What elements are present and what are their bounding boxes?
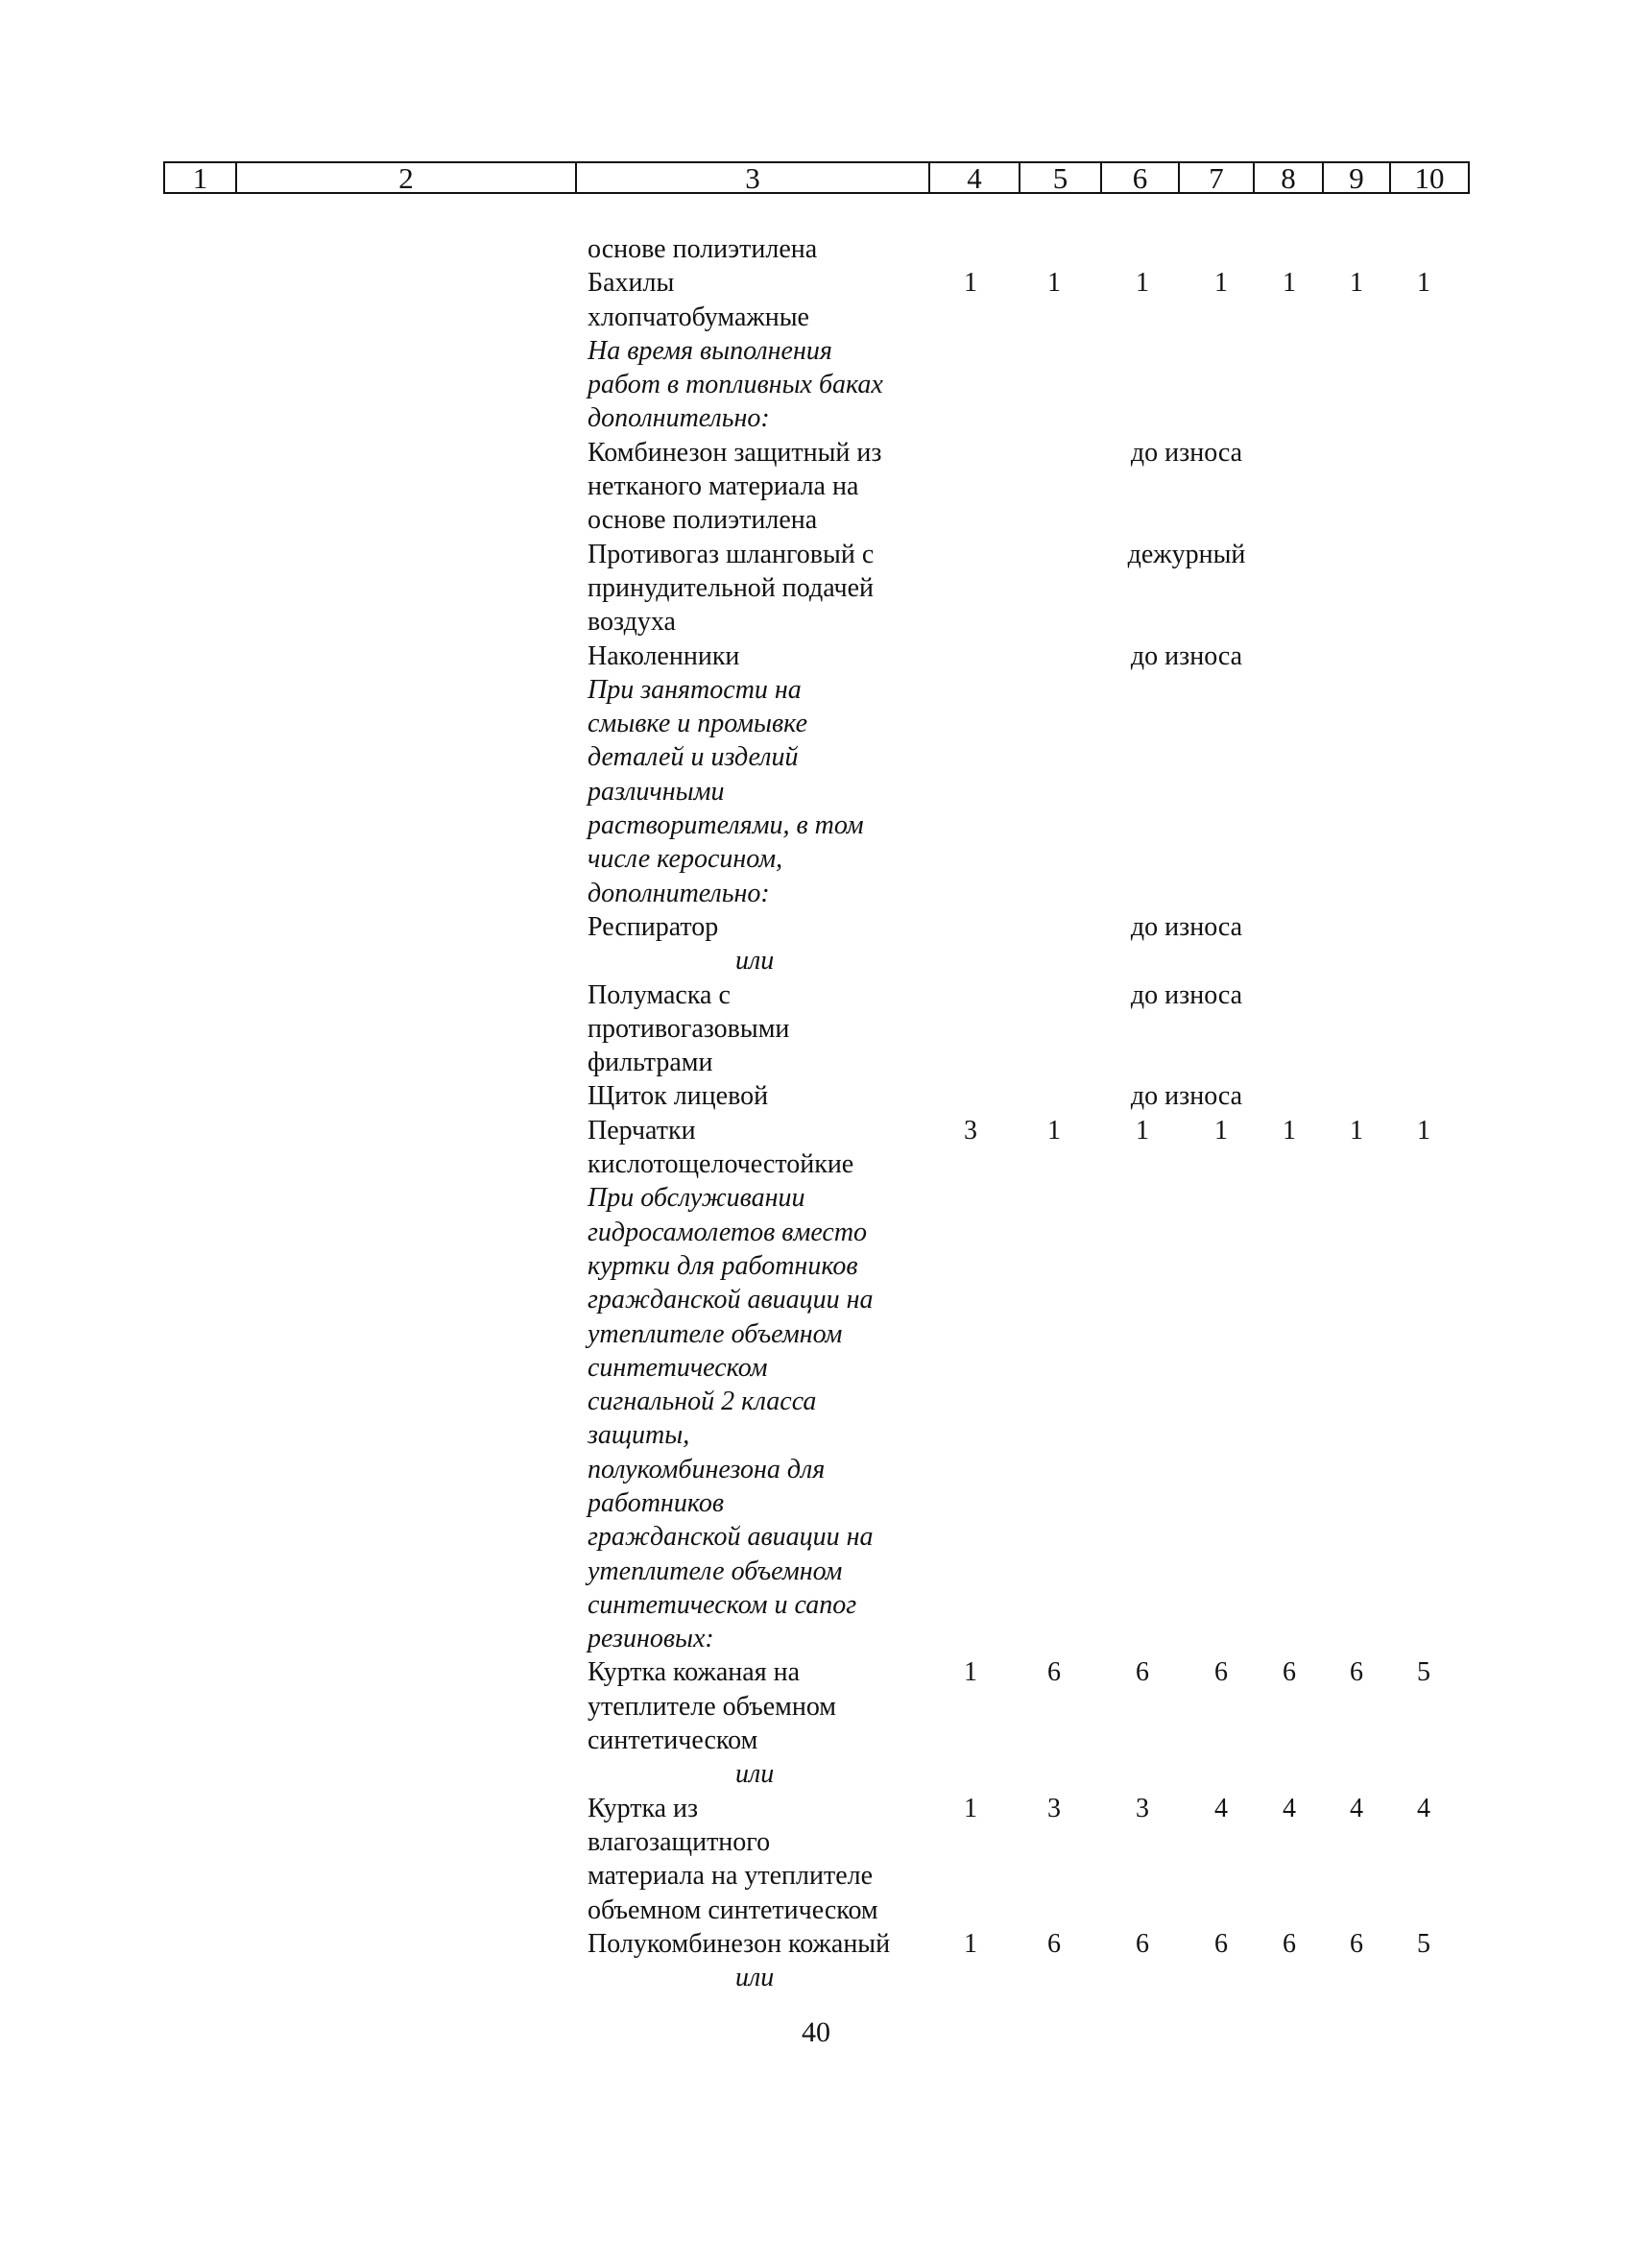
quantity-col-7: 1 [1214,1115,1228,1146]
item-text: дополнительно: [588,878,770,908]
quantity-col-8: 1 [1283,1115,1296,1146]
or-separator: или [735,1963,775,1993]
table-row [0,1690,1632,1724]
item-text: деталей и изделий [588,742,799,773]
table-row [0,368,1632,401]
header-cell-4: 4 [928,163,1019,192]
item-text: основе полиэтилена [588,234,818,264]
table-row [0,1181,1632,1215]
header-cell-8: 8 [1253,163,1322,192]
table-row [0,266,1632,300]
table-row [0,808,1632,842]
quantity-col-9: 6 [1350,1657,1363,1688]
quantity-col-10: 5 [1417,1928,1430,1959]
table-row [0,1418,1632,1452]
usage-term-note: до износа [1130,911,1243,942]
header-cell-9: 9 [1322,163,1389,192]
quantity-col-4: 1 [964,1657,977,1688]
quantity-col-8: 4 [1283,1793,1296,1823]
item-text: Респиратор [588,911,719,942]
item-text: фильтрами [588,1048,713,1078]
table-row [0,877,1632,910]
item-text: работ в топливных баках [588,370,883,400]
table-row [0,1249,1632,1283]
table-row [0,1216,1632,1249]
item-text: сигнальной 2 класса [588,1387,817,1417]
table-row [0,740,1632,774]
table-row [0,1961,1632,1994]
table-row [0,1453,1632,1486]
quantity-col-9: 1 [1350,1115,1363,1146]
item-text: Перчатки [588,1115,696,1146]
table-row [0,1655,1632,1689]
table-row [0,1927,1632,1961]
usage-term-note: до износа [1130,1081,1243,1112]
item-text: принудительной подачей [588,572,875,603]
item-text: различными [588,776,725,807]
table-row [0,1283,1632,1316]
item-text: Бахилы [588,268,675,299]
table-row [0,436,1632,470]
item-text: Куртка из [588,1793,699,1823]
item-text: Противогаз шланговый с [588,539,875,569]
header-cell-5: 5 [1019,163,1100,192]
table-row [0,1486,1632,1520]
table-row [0,842,1632,876]
table-row [0,673,1632,707]
quantity-col-10: 1 [1417,1115,1430,1146]
item-text: гидросамолетов вместо [588,1217,868,1247]
table-row [0,1588,1632,1622]
quantity-col-7: 6 [1214,1657,1228,1688]
item-text: материала на утеплителе [588,1861,874,1892]
table-row [0,1351,1632,1385]
item-text: нетканого материала на [588,471,859,502]
item-text: утеплителе объемном [588,1691,837,1722]
usage-term-note: до износа [1130,437,1243,468]
table-row [0,1757,1632,1791]
table-row [0,910,1632,944]
item-text: Полумаска с [588,979,731,1010]
item-text: Куртка кожаная на [588,1657,801,1688]
item-text: работников [588,1487,725,1518]
table-row [0,639,1632,673]
item-text: Комбинезон защитный из [588,437,882,468]
table-row [0,1859,1632,1893]
table-row [0,1555,1632,1588]
usage-term-note: до износа [1130,979,1243,1010]
table-row [0,1114,1632,1147]
quantity-col-5: 6 [1047,1657,1061,1688]
table-row [0,978,1632,1012]
table-row [0,334,1632,368]
item-text: утеплителе объемном [588,1318,843,1349]
table-row [0,401,1632,435]
item-text: защиты, [588,1420,690,1451]
quantity-col-7: 6 [1214,1928,1228,1959]
item-text: полукомбинезона для [588,1454,826,1484]
item-text: При занятости на [588,674,802,705]
item-text: На время выполнения [588,335,832,366]
table-row [0,1825,1632,1859]
quantity-col-7: 4 [1214,1793,1228,1823]
table-row [0,1894,1632,1927]
quantity-col-8: 6 [1283,1657,1296,1688]
header-cell-6: 6 [1100,163,1178,192]
table-row [0,1012,1632,1046]
table-row [0,605,1632,639]
table-row [0,1147,1632,1181]
item-text: влагозащитного [588,1826,771,1857]
item-text: хлопчатобумажные [588,302,809,332]
quantity-col-9: 1 [1350,268,1363,299]
item-text: дополнительно: [588,403,770,434]
quantity-col-8: 1 [1283,268,1296,299]
quantity-col-6: 3 [1136,1793,1149,1823]
table-row [0,1046,1632,1079]
item-text: Полукомбинезон кожаный [588,1928,891,1959]
quantity-col-10: 1 [1417,268,1430,299]
quantity-col-6: 1 [1136,1115,1149,1146]
quantity-col-6: 6 [1136,1928,1149,1959]
quantity-col-5: 1 [1047,1115,1061,1146]
usage-term-note: до износа [1130,640,1243,671]
table-row [0,301,1632,334]
item-text: гражданской авиации на [588,1285,874,1315]
quantity-col-6: 1 [1136,268,1149,299]
page-number: 40 [802,2016,830,2048]
quantity-col-9: 6 [1350,1928,1363,1959]
item-text: объемном синтетическом [588,1894,878,1925]
header-cell-1: 1 [192,160,208,195]
item-text: синтетическом и сапог [588,1589,857,1620]
quantity-col-4: 1 [964,1793,977,1823]
table-row [0,1622,1632,1655]
table-row [0,232,1632,266]
item-text: Наколенники [588,640,740,671]
header-cell-2: 2 [235,163,575,192]
quantity-col-4: 3 [964,1115,977,1146]
usage-term-note: дежурный [1127,539,1246,569]
quantity-col-10: 4 [1417,1793,1430,1823]
header-cell-10: 10 [1389,163,1468,192]
or-separator: или [735,1759,775,1790]
quantity-col-9: 4 [1350,1793,1363,1823]
table-row [0,571,1632,605]
table-body [0,232,1632,1994]
table-row [0,503,1632,537]
item-text: При обслуживании [588,1183,805,1214]
item-text: куртки для работников [588,1250,858,1281]
table-row [0,1385,1632,1418]
table-header-row [163,161,1470,194]
item-text: синтетическом [588,1352,768,1383]
quantity-col-5: 6 [1047,1928,1061,1959]
quantity-col-7: 1 [1214,268,1228,299]
item-text: синтетическом [588,1725,758,1756]
item-text: основе полиэтилена [588,505,818,536]
item-text: противогазовыми [588,1013,790,1044]
quantity-col-10: 5 [1417,1657,1430,1688]
table-row [0,775,1632,808]
quantity-col-8: 6 [1283,1928,1296,1959]
table-row [0,1317,1632,1351]
item-text: числе керосином, [588,844,783,875]
quantity-col-6: 6 [1136,1657,1149,1688]
item-text: Щиток лицевой [588,1081,769,1112]
table-row [0,538,1632,571]
item-text: кислотощелочестойкие [588,1149,854,1180]
table-row [0,1079,1632,1113]
table-row [0,944,1632,977]
table-row [0,1520,1632,1554]
item-text: утеплителе объемном [588,1556,843,1586]
item-text: смывке и промывке [588,709,807,739]
item-text: воздуха [588,607,676,638]
item-text: растворителями, в том [588,810,864,841]
header-cell-3: 3 [575,163,928,192]
table-row [0,707,1632,740]
table-row [0,470,1632,503]
quantity-col-5: 3 [1047,1793,1061,1823]
quantity-col-5: 1 [1047,268,1061,299]
item-text: гражданской авиации на [588,1522,874,1553]
table-row [0,1724,1632,1757]
table-row [0,1792,1632,1825]
item-text: резиновых: [588,1624,714,1654]
header-cell-7: 7 [1178,163,1253,192]
or-separator: или [735,946,775,977]
quantity-col-4: 1 [964,268,977,299]
quantity-col-4: 1 [964,1928,977,1959]
